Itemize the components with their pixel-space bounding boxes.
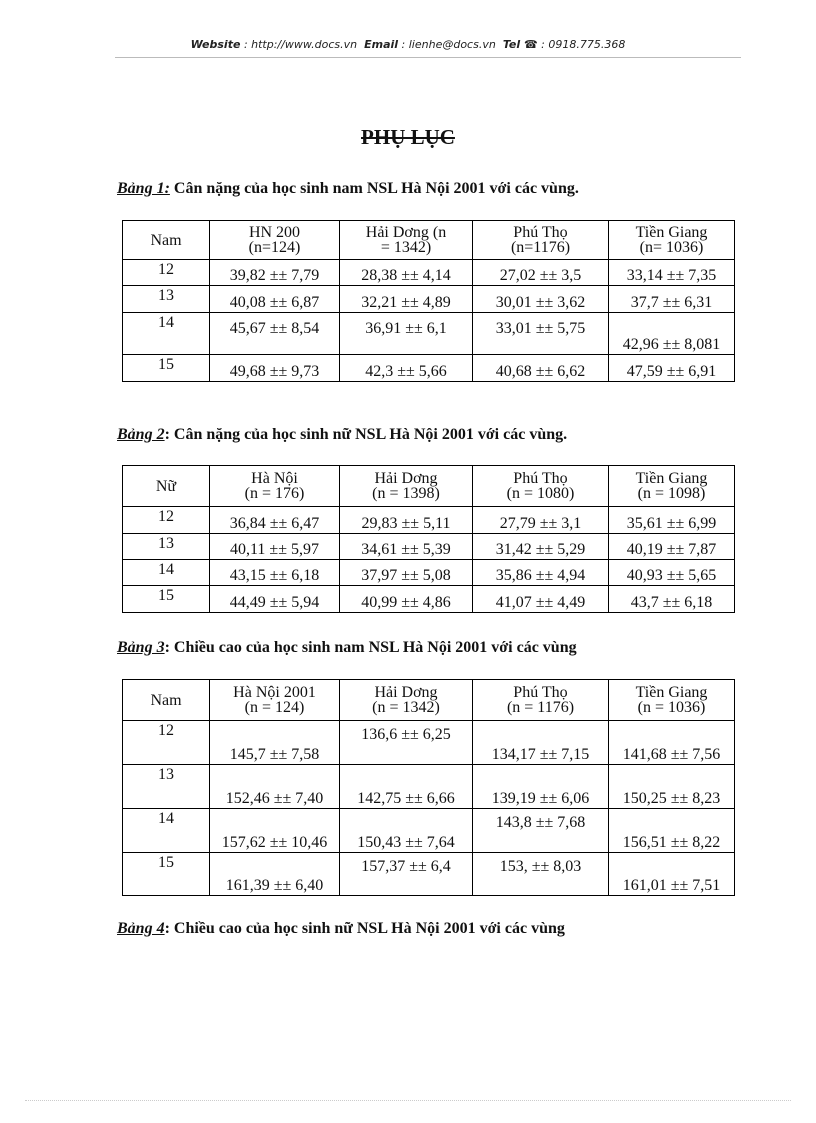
email-label: Email <box>364 38 399 51</box>
age-cell: 12 <box>123 721 210 765</box>
page-header <box>0 38 816 51</box>
value-cell: 161,39 ±± 6,40 <box>210 853 340 896</box>
value-cell: 143,8 ±± 7,68 <box>473 809 609 853</box>
value-cell: 31,42 ±± 5,29 <box>473 534 609 560</box>
value-cell: 42,3 ±± 5,66 <box>340 355 473 382</box>
column-header: Hải Dơng (n = 1398) <box>340 466 473 507</box>
age-cell: 14 <box>123 809 210 853</box>
value-cell: 136,6 ±± 6,25 <box>340 721 473 765</box>
age-cell: 12 <box>123 507 210 534</box>
value-cell: 139,19 ±± 6,06 <box>473 765 609 809</box>
email-value[interactable]: : lienhe@docs.vn <box>401 38 496 51</box>
page-title: PHỤ LỤC <box>361 125 455 149</box>
table-2-caption <box>117 426 567 444</box>
table-corner-label: Nam <box>123 221 210 260</box>
column-header: Tiền Giang (n = 1036) <box>609 680 735 721</box>
table-2 <box>122 465 735 613</box>
value-cell: 27,79 ±± 3,1 <box>473 507 609 534</box>
value-cell: 152,46 ±± 7,40 <box>210 765 340 809</box>
table-row <box>123 853 735 896</box>
table-1 <box>122 220 735 382</box>
table-4-caption-label: Bảng 4 <box>117 920 165 937</box>
value-cell: 134,17 ±± 7,15 <box>473 721 609 765</box>
footer-divider <box>25 1100 791 1101</box>
table-row <box>123 721 735 765</box>
table-3 <box>122 679 735 896</box>
table-corner-label: Nam <box>123 680 210 721</box>
value-cell: 29,83 ±± 5,11 <box>340 507 473 534</box>
table-row <box>123 507 735 534</box>
table-2-caption-text: : Cân nặng của học sinh nữ NSL Hà Nội 2001 với các vùng. <box>164 426 568 443</box>
value-cell: 43,15 ±± 6,18 <box>210 560 340 586</box>
value-cell: 27,02 ±± 3,5 <box>473 260 609 286</box>
table-row <box>123 260 735 286</box>
value-cell: 157,37 ±± 6,4 <box>340 853 473 896</box>
table-3-caption-text: : Chiều cao của học sinh nam NSL Hà Nội 2001 với các vùng <box>164 639 577 656</box>
column-header: Phú Thọ (n=1176) <box>473 221 609 260</box>
age-cell: 13 <box>123 286 210 313</box>
column-header: Phú Thọ (n = 1176) <box>473 680 609 721</box>
value-cell: 40,19 ±± 7,87 <box>609 534 735 560</box>
value-cell: 32,21 ±± 4,89 <box>340 286 473 313</box>
value-cell: 40,99 ±± 4,86 <box>340 586 473 613</box>
website-label: Website <box>190 38 241 51</box>
value-cell: 47,59 ±± 6,91 <box>609 355 735 382</box>
value-cell: 150,43 ±± 7,64 <box>340 809 473 853</box>
value-cell: 40,93 ±± 5,65 <box>609 560 735 586</box>
value-cell: 153, ±± 8,03 <box>473 853 609 896</box>
table-3-caption <box>117 639 577 657</box>
column-header: Hà Nội 2001 (n = 124) <box>210 680 340 721</box>
value-cell: 145,7 ±± 7,58 <box>210 721 340 765</box>
value-cell: 41,07 ±± 4,49 <box>473 586 609 613</box>
value-cell: 28,38 ±± 4,14 <box>340 260 473 286</box>
table-row <box>123 809 735 853</box>
value-cell: 40,68 ±± 6,62 <box>473 355 609 382</box>
value-cell: 36,84 ±± 6,47 <box>210 507 340 534</box>
column-header: Tiền Giang (n= 1036) <box>609 221 735 260</box>
value-cell: 39,82 ±± 7,79 <box>210 260 340 286</box>
value-cell: 30,01 ±± 3,62 <box>473 286 609 313</box>
value-cell: 42,96 ±± 8,081 <box>609 313 735 355</box>
table-row <box>123 586 735 613</box>
table-header-row <box>123 221 735 260</box>
value-cell: 141,68 ±± 7,56 <box>609 721 735 765</box>
value-cell: 34,61 ±± 5,39 <box>340 534 473 560</box>
column-header: Tiền Giang (n = 1098) <box>609 466 735 507</box>
table-4-caption <box>117 920 565 938</box>
value-cell: 37,97 ±± 5,08 <box>340 560 473 586</box>
value-cell: 142,75 ±± 6,66 <box>340 765 473 809</box>
value-cell: 45,67 ±± 8,54 <box>210 313 340 355</box>
table-row <box>123 355 735 382</box>
age-cell: 14 <box>123 560 210 586</box>
column-header: Hải Dơng (n = 1342) <box>340 221 473 260</box>
table-1-caption-label: Bảng 1: <box>117 180 170 197</box>
table-row <box>123 765 735 809</box>
table-row <box>123 534 735 560</box>
value-cell: 35,61 ±± 6,99 <box>609 507 735 534</box>
table-row <box>123 286 735 313</box>
age-cell: 13 <box>123 534 210 560</box>
age-cell: 15 <box>123 586 210 613</box>
value-cell: 33,14 ±± 7,35 <box>609 260 735 286</box>
age-cell: 15 <box>123 853 210 896</box>
value-cell: 156,51 ±± 8,22 <box>609 809 735 853</box>
value-cell: 49,68 ±± 9,73 <box>210 355 340 382</box>
value-cell: 37,7 ±± 6,31 <box>609 286 735 313</box>
age-cell: 13 <box>123 765 210 809</box>
value-cell: 40,11 ±± 5,97 <box>210 534 340 560</box>
tel-label: Tel ☎ <box>502 38 538 51</box>
table-1-caption-text: Cân nặng của học sinh nam NSL Hà Nội 2001 với các vùng. <box>169 180 579 197</box>
table-row <box>123 313 735 355</box>
value-cell: 33,01 ±± 5,75 <box>473 313 609 355</box>
value-cell: 36,91 ±± 6,1 <box>340 313 473 355</box>
table-row <box>123 560 735 586</box>
age-cell: 14 <box>123 313 210 355</box>
age-cell: 15 <box>123 355 210 382</box>
column-header: Hải Dơng (n = 1342) <box>340 680 473 721</box>
header-divider <box>115 57 741 58</box>
column-header: Phú Thọ (n = 1080) <box>473 466 609 507</box>
table-2-caption-label: Bảng 2 <box>117 426 165 443</box>
value-cell: 35,86 ±± 4,94 <box>473 560 609 586</box>
table-3-caption-label: Bảng 3 <box>117 639 165 656</box>
value-cell: 157,62 ±± 10,46 <box>210 809 340 853</box>
table-header-row <box>123 466 735 507</box>
website-value[interactable]: : http://www.docs.vn <box>243 38 358 51</box>
value-cell: 161,01 ±± 7,51 <box>609 853 735 896</box>
value-cell: 40,08 ±± 6,87 <box>210 286 340 313</box>
value-cell: 44,49 ±± 5,94 <box>210 586 340 613</box>
table-corner-label: Nữ <box>123 466 210 507</box>
age-cell: 12 <box>123 260 210 286</box>
tel-value: : 0918.775.368 <box>541 38 626 51</box>
value-cell: 43,7 ±± 6,18 <box>609 586 735 613</box>
value-cell: 150,25 ±± 8,23 <box>609 765 735 809</box>
column-header: Hà Nội (n = 176) <box>210 466 340 507</box>
table-1-caption <box>117 180 579 198</box>
column-header: HN 200 (n=124) <box>210 221 340 260</box>
table-4-caption-text: : Chiều cao của học sinh nữ NSL Hà Nội 2001 với các vùng <box>164 920 565 937</box>
table-header-row <box>123 680 735 721</box>
